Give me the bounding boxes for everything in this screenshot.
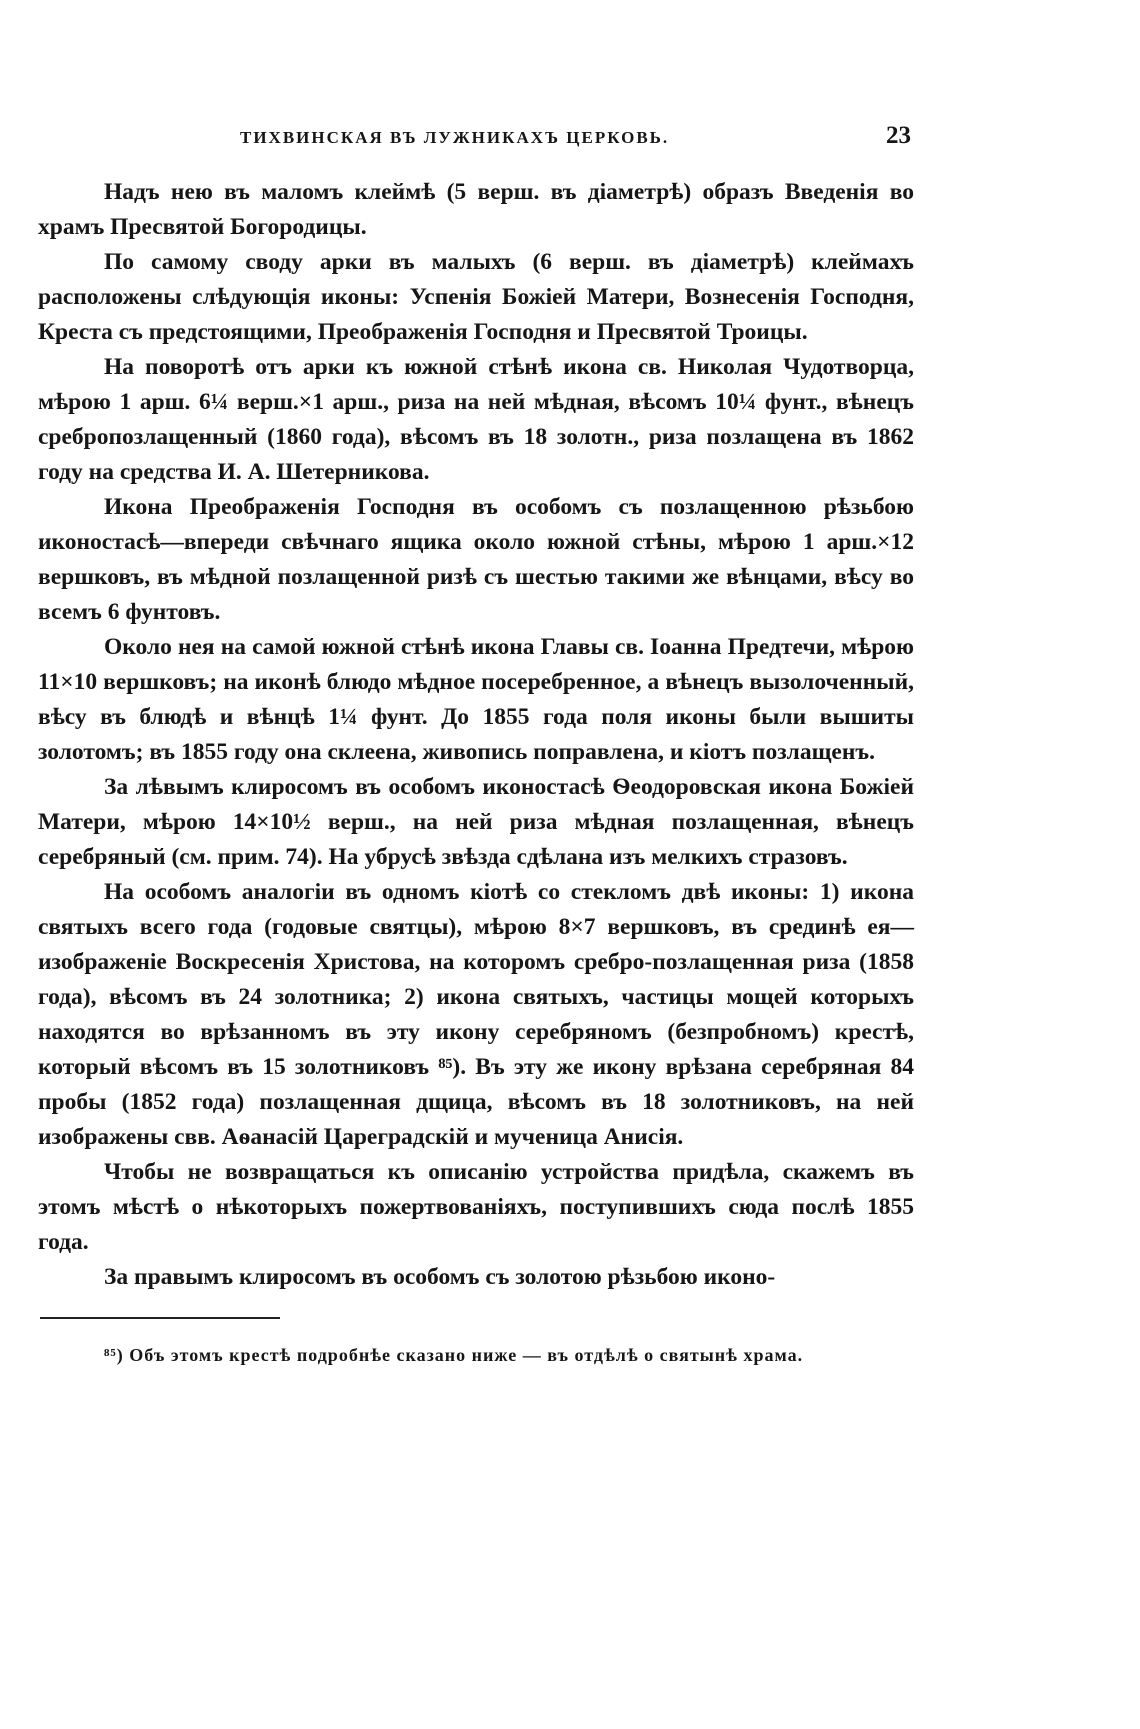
paragraph-8: Чтобы не возвращаться къ описанію устройства придѣла, скажемъ въ этомъ мѣстѣ о нѣкоторыхъ пожертвованіяхъ, поступившихъ сюда послѣ 1855 года.: [38, 1159, 914, 1255]
paragraph-4: Икона Преображенія Господня въ особомъ съ позлащенною рѣзьбою иконостасѣ—впереди свѣчнаго ящика около южной стѣны, мѣрою 1 арш.×12 вершковъ, въ мѣдной позлащенной ризѣ съ шестью такими же вѣнцами, вѣсу во всемъ 6 фунтовъ.: [38, 494, 914, 625]
running-title: ТИХВИНСКАЯ ВЪ ЛУЖНИКАХЪ ЦЕРКОВЬ.: [240, 128, 670, 147]
page-number: 23: [886, 122, 911, 149]
paragraph-2: По самому своду арки въ малыхъ (6 верш. въ діаметрѣ) клеймахъ расположены слѣдующія иконы: Успенія Божіей Матери, Вознесенія Господня, Креста съ предстоящими, Преображенія Господня и Пресвятой Троицы.: [38, 249, 914, 345]
main-text: [38, 175, 914, 1295]
footnote-divider: [40, 1317, 280, 1319]
footnote: ⁸⁵) Объ этомъ крестѣ подробнѣе сказано ниже — въ отдѣлѣ о святынѣ храма.: [104, 1345, 804, 1365]
paragraph-5: Около нея на самой южной стѣнѣ икона Главы св. Іоанна Предтечи, мѣрою 11×10 вершковъ; на иконѣ блюдо мѣдное посеребренное, а вѣнецъ вызолоченный, вѣсу въ блюдѣ и вѣнцѣ 1¼ фунт. До 1855 года поля иконы были вышиты золотомъ; въ 1855 году она склеена, живопись поправлена, и кіотъ позлащенъ.: [38, 634, 914, 765]
paragraph-9: За правымъ клиросомъ въ особомъ съ золотою рѣзьбою иконо-: [104, 1264, 776, 1290]
paragraph-6: За лѣвымъ клиросомъ въ особомъ иконостасѣ Ѳеодоровская икона Божіей Матери, мѣрою 14×10½ верш., на ней риза мѣдная позлащенная, вѣнецъ серебряный (см. прим. 74). На убрусѣ звѣзда сдѣлана изъ мелкихъ стразовъ.: [38, 774, 914, 870]
paragraph-3: На поворотѣ отъ арки къ южной стѣнѣ икона св. Николая Чудотворца, мѣрою 1 арш. 6¼ верш.×1 арш., риза на ней мѣдная, вѣсомъ 10¼ фунт., вѣнецъ сребропозлащенный (1860 года), вѣсомъ въ 18 золотн., риза позлащена въ 1862 году на средства И. А. Шетерникова.: [38, 354, 914, 485]
paragraph-1: Надъ нею въ маломъ клеймѣ (5 верш. въ діаметрѣ) образъ Введенія во храмъ Пресвятой Богородицы.: [38, 179, 914, 240]
paragraph-7: На особомъ аналогіи въ одномъ кіотѣ со стекломъ двѣ иконы: 1) икона святыхъ всего года (годовые святцы), мѣрою 8×7 вершковъ, въ срединѣ ея—изображеніе Воскресенія Христова, на которомъ сребро-позлащенная риза (1858 года), вѣсомъ въ 24 золотника; 2) икона святыхъ, частицы мощей которыхъ находятся во врѣзанномъ въ эту икону серебряномъ (безпробномъ) крестѣ, который вѣсомъ въ 15 золотниковъ ⁸⁵). Въ эту же икону врѣзана серебряная 84 пробы (1852 года) позлащенная дщица, вѣсомъ въ 18 золотниковъ, на ней изображены свв. Аѳанасій Цареградскій и мученица Анисія.: [38, 879, 914, 1150]
